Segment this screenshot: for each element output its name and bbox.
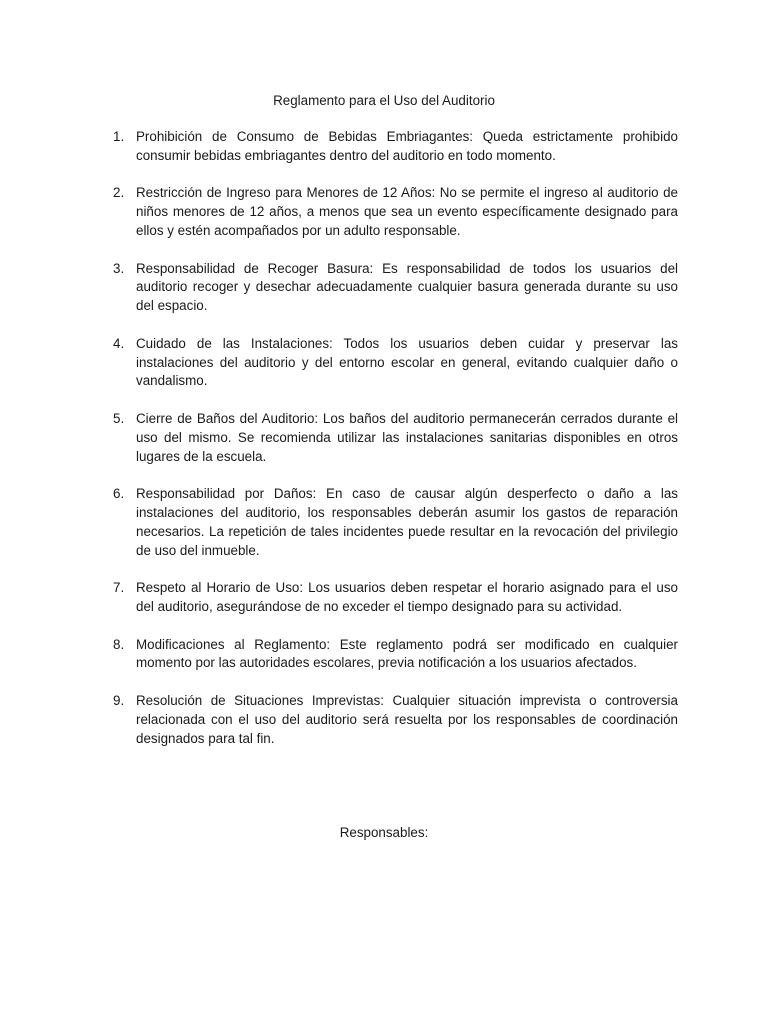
rule-text: Prohibición de Consumo de Bebidas Embriagantes: Queda estrictamente prohibido consumir bebidas embriagantes dentro del auditorio en todo momento. bbox=[136, 129, 678, 163]
rule-number: 5. bbox=[113, 410, 125, 426]
rule-text: Cuidado de las Instalaciones: Todos los usuarios deben cuidar y preservar las instalaciones del auditorio y del entorno escolar en general, evitando cualquier daño o vandalismo. bbox=[136, 335, 678, 389]
rule-number: 4. bbox=[113, 335, 125, 351]
rule-text: Restricción de Ingreso para Menores de 12 Años: No se permite el ingreso al auditorio de niños menores de 12 años, a menos que sea un evento específicamente designado para ellos y estén acompañados por un adulto responsable. bbox=[136, 185, 678, 238]
rule-number: 7. bbox=[113, 580, 125, 596]
rule-item-4 bbox=[113, 335, 678, 391]
rule-text: Responsabilidad por Daños: En caso de causar algún desperfecto o daño a las instalaciones del auditorio, los responsables deberán asumir los gastos de reparación necesarios. La repetición de tales incidentes puede resultar en la revocación del privilegio de uso del inmueble. bbox=[136, 486, 678, 558]
rule-text: Modificaciones al Reglamento: Este reglamento podrá ser modificado en cualquier momento por las autoridades escolares, previa notificación a los usuarios afectados. bbox=[136, 636, 678, 671]
rule-item-7 bbox=[113, 579, 678, 617]
rules-list bbox=[113, 128, 678, 767]
rule-number: 6. bbox=[113, 486, 125, 502]
document-title: Reglamento para el Uso del Auditorio bbox=[273, 93, 495, 108]
rule-item-1 bbox=[113, 128, 678, 166]
rule-item-9 bbox=[113, 692, 678, 748]
rule-number: 9. bbox=[113, 692, 125, 708]
rule-text: Cierre de Baños del Auditorio: Los baños del auditorio permanecerán cerrados durante el uso del mismo. Se recomienda utilizar las instalaciones sanitarias disponibles en otros lugares de la escuela. bbox=[136, 410, 678, 464]
rule-item-6 bbox=[113, 485, 678, 560]
rule-number: 3. bbox=[113, 260, 125, 276]
rule-item-5 bbox=[113, 410, 678, 466]
rule-number: 8. bbox=[113, 636, 125, 652]
signature-label: Responsables: bbox=[339, 825, 429, 840]
rule-number: 1. bbox=[113, 129, 125, 144]
rule-number: 2. bbox=[113, 185, 125, 201]
rule-text: Respeto al Horario de Uso: Los usuarios deben respetar el horario asignado para el uso del auditorio, asegurándose de no exceder el tiempo designado para su actividad. bbox=[136, 580, 678, 614]
rule-text: Responsabilidad de Recoger Basura: Es responsabilidad de todos los usuarios del auditorio recoger y desechar adecuadamente cualquier basura generada durante su uso del espacio. bbox=[136, 260, 678, 314]
rule-item-3 bbox=[113, 260, 678, 316]
rule-item-2 bbox=[113, 184, 678, 240]
rule-item-8 bbox=[113, 636, 678, 674]
rule-text: Resolución de Situaciones Imprevistas: Cualquier situación imprevista o controversia relacionada con el uso del auditorio será resuelta por los responsables de coordinación designados para tal fin. bbox=[136, 692, 678, 746]
